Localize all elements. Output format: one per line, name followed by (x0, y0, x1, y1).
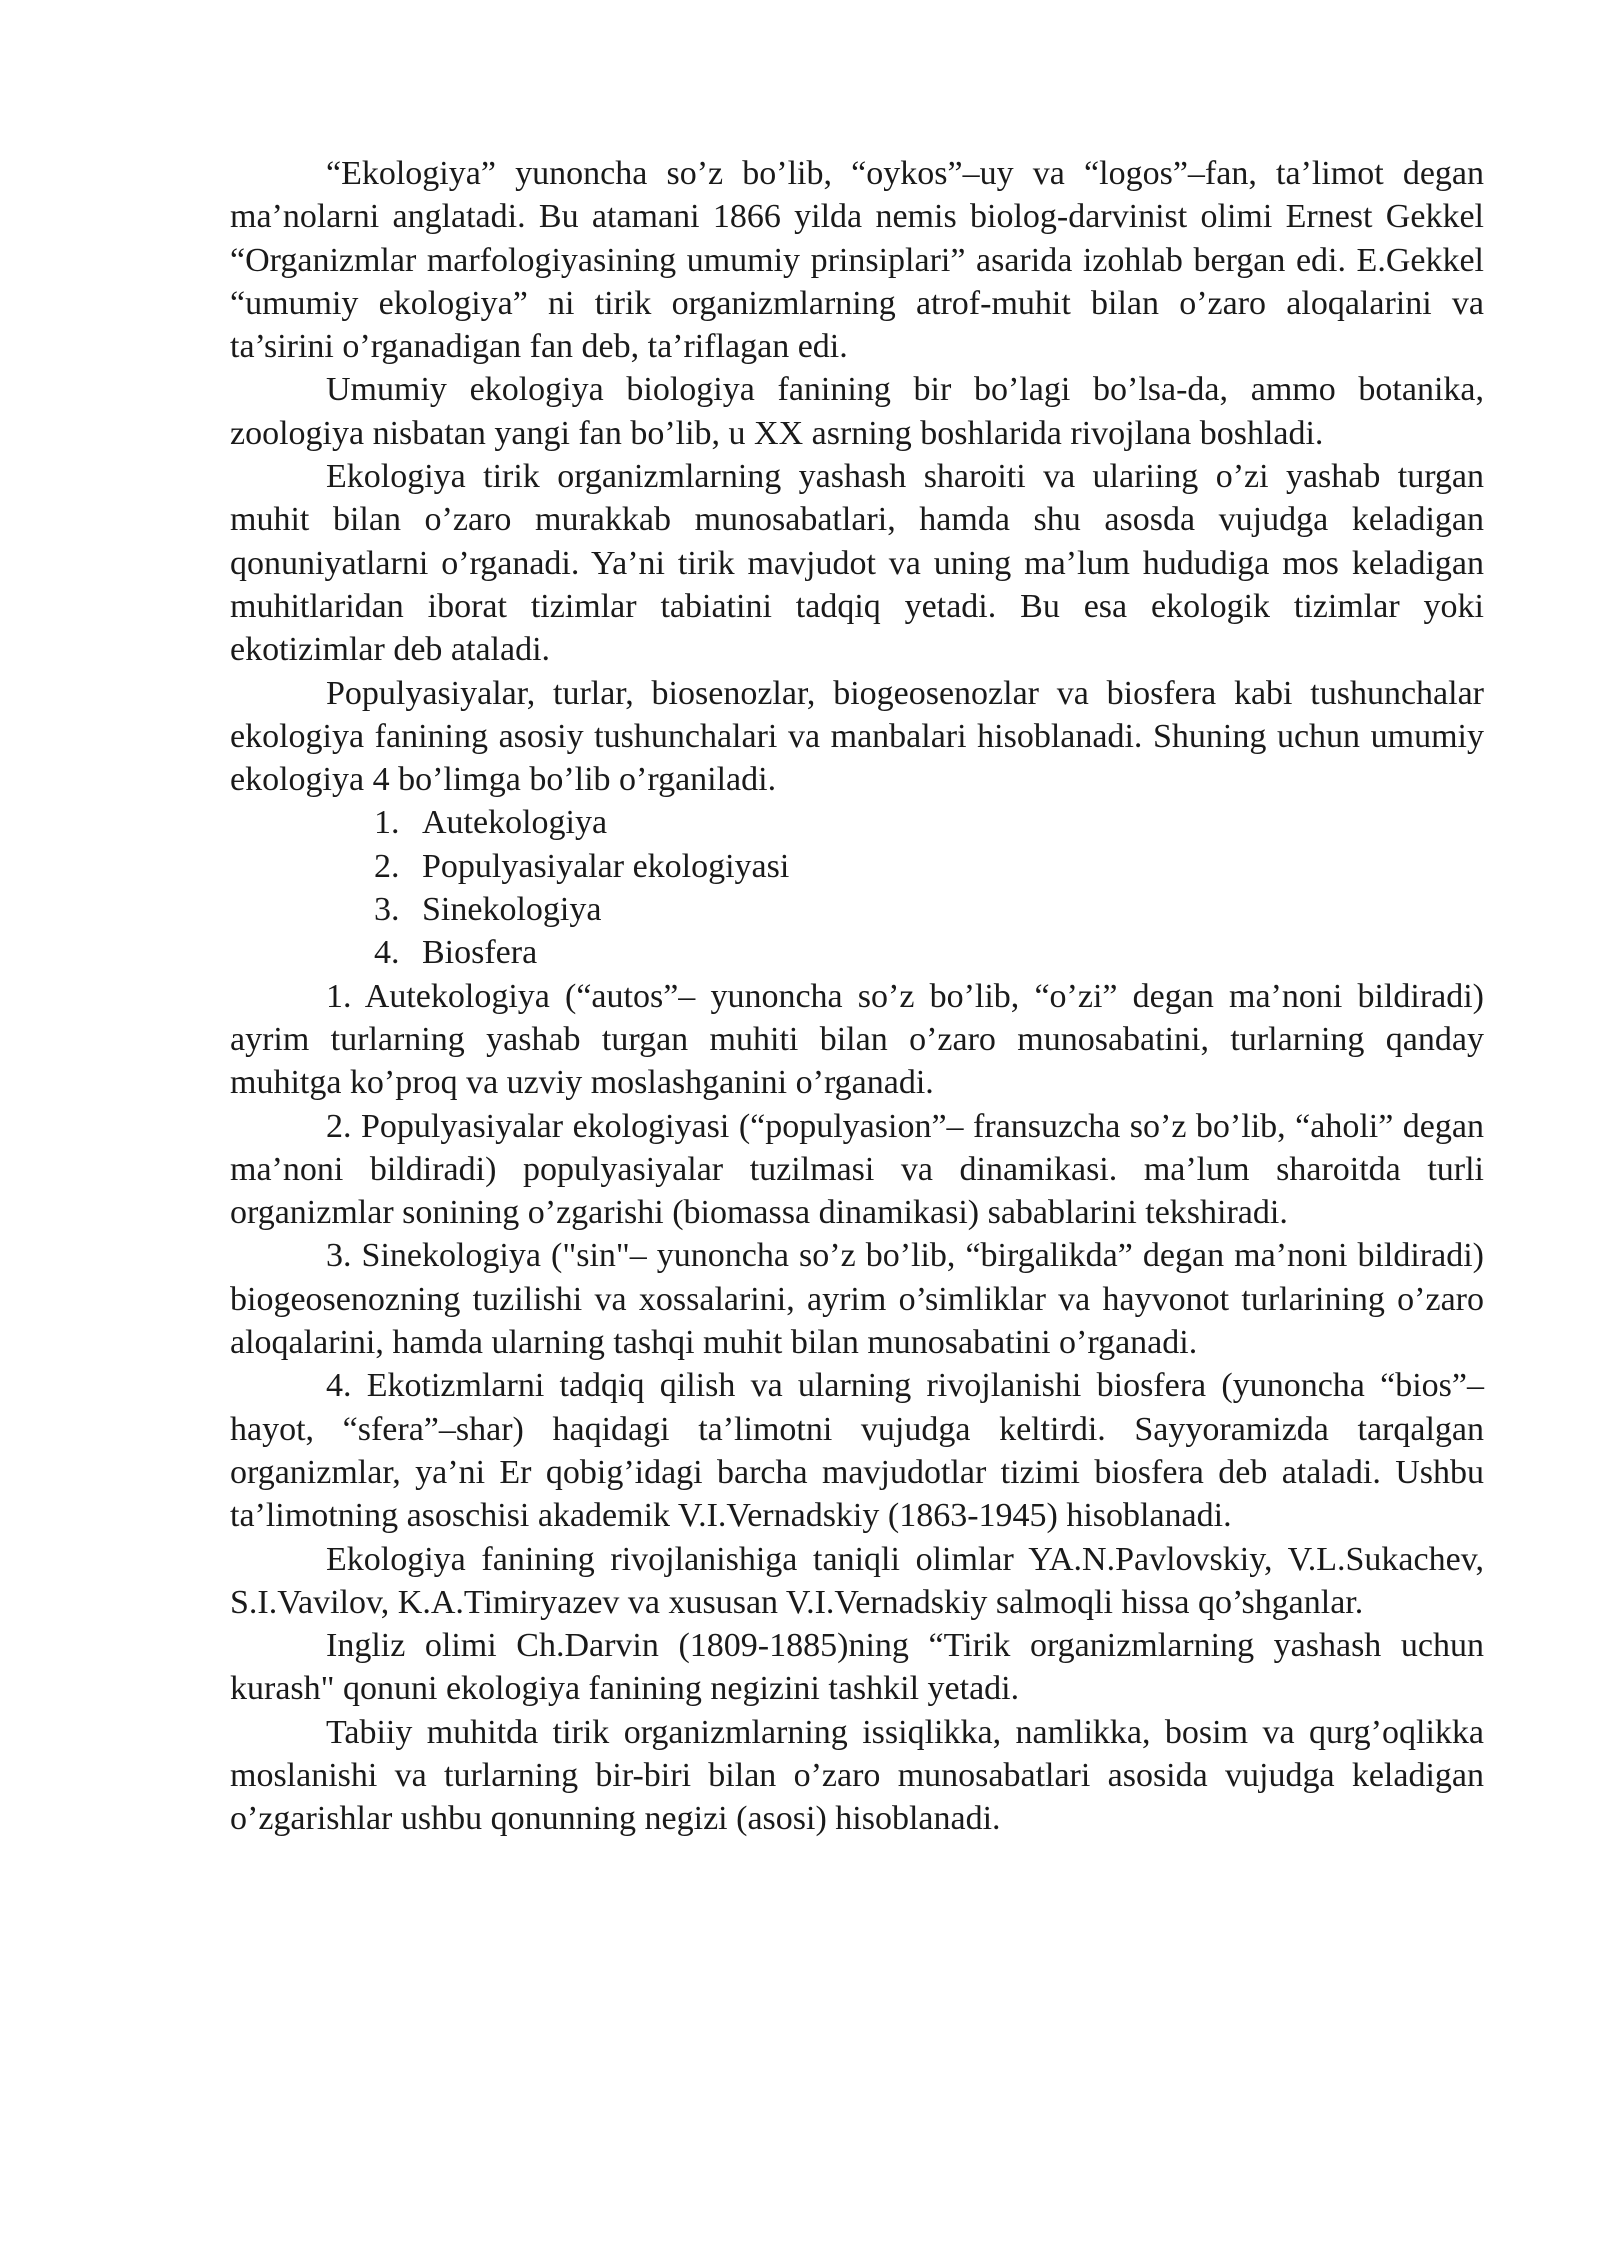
list-item (374, 801, 1484, 844)
list-item (374, 888, 1484, 931)
paragraph-ekologiya-definition: “Ekologiya” yunoncha so’z bo’lib, “oykos”–uy va “logos”–fan, ta’limot degan ma’nolarni anglatadi. Bu atamani 1866 yilda nemis biolog-darvinist olimi Ernest Gekkel “Organizmlar marfologiyasining umumiy prinsiplari” asarida izohlab bergan edi. E.Gekkel “umumiy ekologiya” ni tirik organizmlarning atrof-muhit bilan o’zaro aloqalarini va ta’sirini o’rganadigan fan deb, ta’riflagan edi. (230, 155, 1484, 366)
document-page (230, 152, 1484, 1841)
paragraph-populyasiyalar: 2. Populyasiyalar ekologiyasi (“populyasion”– fransuzcha so’z bo’lib, “aholi” degan ma’noni bildiradi) populyasiyalar tuzilmasi va dinamikasi. ma’lum sharoitda turli organizmlar sonining o’zgarishi (biomassa dinamikasi) sabablarini tekshiradi. (230, 1107, 1484, 1232)
list-item-number: 2. (374, 847, 400, 885)
list-item-text: Populyasiyalar ekologiyasi (422, 847, 790, 885)
list-item-number: 3. (374, 891, 400, 929)
paragraph-sinekologiya: 3. Sinekologiya ("sin"– yunoncha so’z bo’lib, “birgalikda” degan ma’noni bildiradi) biogeosenozning tuzilishi va xossalarini, ayrim o’simliklar va hayvonot turlarining o’zaro aloqalarini, hamda ularning tashqi muhit bilan munosabatini o’rganadi. (230, 1237, 1484, 1362)
paragraph-biosfera: 4. Ekotizmlarni tadqiq qilish va ularning rivojlanishi biosfera (yunoncha “bios”–hayot, “sfera”–shar) haqidagi ta’limotni vujudga keltirdi. Sayyoramizda tarqalgan organizmlar, ya’ni Er qobig’idagi barcha mavjudotlar tizimi biosfera deb ataladi. Ushbu ta’limotning asoschisi akademik V.I.Vernadskiy (1863-1945) hisoblanadi. (230, 1367, 1484, 1535)
paragraph-concepts: Populyasiyalar, turlar, biosenozlar, biogeosenozlar va biosfera kabi tushunchalar ekologiya fanining asosiy tushunchalari va manbalari hisoblanadi. Shuning uchun umumiy ekologiya 4 bo’limga bo’lib o’rganiladi. (230, 674, 1484, 799)
paragraph-adaptation: Tabiiy muhitda tirik organizmlarning issiqlikka, namlikka, bosim va qurg’oqlikka moslanishi va turlarning bir-biri bilan o’zaro munosabatlari asosida vujudga keladigan o’zgarishlar ushbu qonunning negizi (asosi) hisoblanadi. (230, 1713, 1484, 1838)
paragraph-darvin: Ingliz olimi Ch.Darvin (1809-1885)ning “Tirik organizmlarning yashash uchun kurash" qonuni ekologiya fanining negizini tashkil yetadi. (230, 1627, 1484, 1708)
list-item-text: Biosfera (422, 934, 538, 972)
list-item-number: 4. (374, 934, 400, 972)
paragraph-general-ecology: Umumiy ekologiya biologiya fanining bir bo’lagi bo’lsa-da, ammo botanika, zoologiya nisbatan yangi fan bo’lib, u XX asrning boshlarida rivojlana boshladi. (230, 371, 1484, 452)
sections-list (230, 801, 1484, 974)
list-item (374, 845, 1484, 888)
list-item-text: Autekologiya (422, 804, 608, 842)
list-item-number: 1. (374, 804, 400, 842)
paragraph-autekologiya: 1. Autekologiya (“autos”– yunoncha so’z bo’lib, “o’zi” degan ma’noni bildiradi) ayrim turlarning yashab turgan muhiti bilan o’zaro munosabatini, turlarning qanday muhitga ko’proq va uzviy moslashganini o’rganadi. (230, 977, 1484, 1102)
paragraph-scientists: Ekologiya fanining rivojlanishiga taniqli olimlar YA.N.Pavlovskiy, V.L.Sukachev, S.I.Vavilov, K.A.Timiryazev va xususan V.I.Vernadskiy salmoqli hissa qo’shganlar. (230, 1540, 1484, 1621)
list-item (374, 931, 1484, 974)
list-item-text: Sinekologiya (422, 891, 602, 929)
paragraph-ecology-studies: Ekologiya tirik organizmlarning yashash sharoiti va ulariing o’zi yashab turgan muhit bilan o’zaro murakkab munosabatlari, hamda shu asosda vujudga keladigan qonuniyatlarni o’rganadi. Ya’ni tirik mavjudot va uning ma’lum hududiga mos keladigan muhitlaridan iborat tizimlar tabiatini tadqiq yetadi. Bu esa ekologik tizimlar yoki ekotizimlar deb ataladi. (230, 458, 1484, 669)
